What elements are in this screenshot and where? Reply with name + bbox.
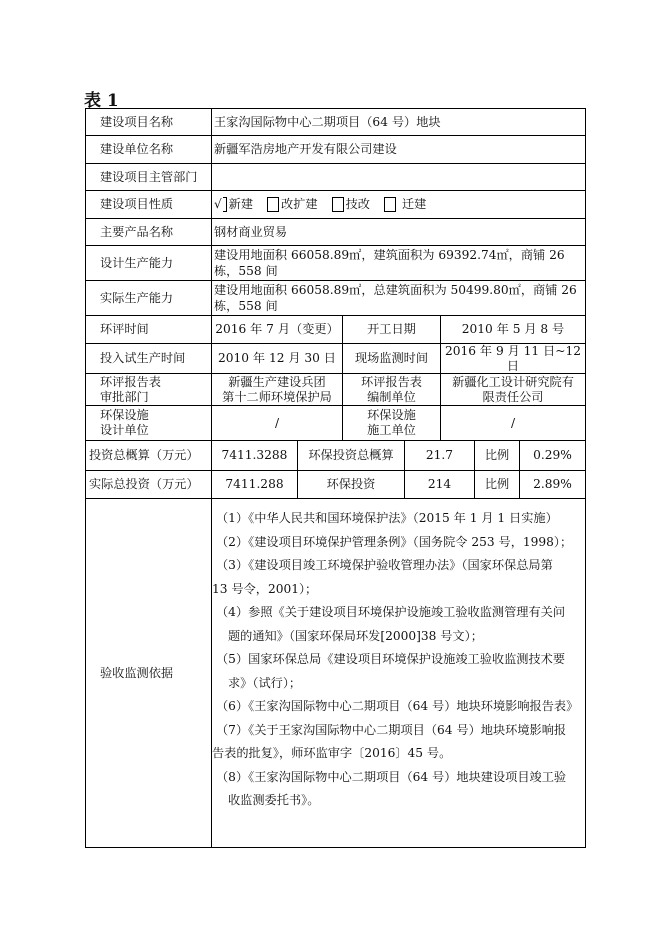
label-actual-capacity: 实际生产能力: [100, 290, 174, 305]
label-ratio: 比例: [474, 441, 519, 470]
basis-item: （6）《王家沟国际物中心二期项目（64 号）地块环境影响报告表》: [216, 699, 579, 713]
value-actual-capacity: 建设用地面积 66058.89㎡，总建筑面积为 50499.80㎡，商铺 26 栋，558 间: [211, 281, 585, 315]
checkbox-expand[interactable]: [267, 197, 279, 212]
checkbox-relocate[interactable]: [384, 197, 396, 212]
label-env-invest: 环保投资: [297, 471, 404, 498]
label-nature: 建设项目性质: [100, 197, 174, 211]
value-eia-compiler: 新疆化工设计研究院有 限责任公司: [440, 374, 585, 405]
basis-item: （8）《王家沟国际物中心二期项目（64 号）地块建设项目竣工验: [216, 769, 567, 784]
value-budget: 7411.3288: [211, 441, 297, 470]
label-trial-time: 投入试生产时间: [100, 351, 186, 365]
table-row: [85, 135, 586, 163]
label-ratio-actual: 比例: [474, 471, 519, 498]
value-env-invest: 214: [404, 471, 474, 498]
check-mark-icon: √: [214, 197, 222, 211]
value-builder-name: 新疆军浩房地产开发有限公司建设: [211, 136, 585, 163]
value-ratio-actual: 2.89%: [519, 471, 585, 498]
table-title: 表 1: [84, 91, 119, 111]
nature-options: [211, 191, 585, 218]
label-basis: 验收监测依据: [100, 666, 174, 680]
basis-item: （2）《建设项目环境保护管理条例》（国务院令 253 号，1998）；: [216, 534, 573, 549]
value-product: 钢材商业贸易: [211, 219, 585, 245]
value-facility-design: /: [211, 406, 342, 440]
label-facility-construct: 环保设施 施工单位: [342, 406, 440, 440]
basis-item: 告表的批复》，师环监审字〔2016〕45 号。: [212, 746, 452, 760]
table-row: [85, 498, 586, 848]
label-builder-name: 建设单位名称: [100, 142, 174, 156]
table-row: [85, 405, 586, 440]
table-bottom-border: [85, 847, 586, 848]
basis-item: 题的通知》（国家环保局环发[2000]38 号文）；: [228, 628, 483, 643]
label-eia-compiler: 环评报告表 编制单位: [342, 374, 440, 405]
option-expand[interactable]: 改扩建: [267, 197, 318, 212]
value-actual-invest: 7411.288: [211, 471, 297, 498]
label-eia-approval: 环评报告表 审批部门: [100, 374, 161, 404]
table-row: [85, 280, 586, 315]
basis-item: （1）《中华人民共和国环境保护法》（2015 年 1 月 1 日实施）: [216, 511, 558, 525]
table-row: [85, 163, 586, 190]
value-project-name: 王家沟国际物中心二期项目（64 号）地块: [211, 109, 585, 135]
label-eia-time: 环评时间: [100, 322, 149, 336]
table-row: [85, 108, 586, 135]
checkbox-tech[interactable]: [332, 197, 344, 212]
label-authority: 建设项目主管部门: [100, 169, 198, 184]
value-ratio: 0.29%: [519, 441, 585, 470]
table-row: [85, 470, 586, 498]
basis-item: （3）《建设项目竣工环境保护验收管理办法》（国家环保总局第: [216, 558, 553, 572]
basis-list: [211, 499, 585, 848]
value-start-date: 2010 年 5 月 8 号: [440, 316, 585, 343]
value-eia-approval: 新疆生产建设兵团 第十二师环境保护局: [211, 374, 342, 405]
value-facility-construct: /: [440, 406, 585, 440]
option-tech[interactable]: 技改: [332, 197, 370, 212]
label-project-name: 建设项目名称: [100, 114, 174, 129]
table-row: [85, 373, 586, 405]
value-authority: [211, 164, 585, 190]
value-design-capacity: 建设用地面积 66058.89㎡，建筑面积为 69392.74㎡，商铺 26 栋，558 间: [211, 246, 585, 280]
table-row: [85, 190, 586, 218]
basis-item: 13 号令，2001）；: [212, 581, 318, 596]
basis-item: （7）《关于王家沟国际物中心二期项目（64 号）地块环境影响报: [216, 722, 567, 737]
label-start-date: 开工日期: [342, 316, 440, 343]
basis-item: （5）国家环保总局《建设项目环境保护设施竣工验收监测技术要: [216, 652, 566, 666]
label-budget: 投资总概算（万元）: [89, 448, 199, 462]
label-actual-invest: 实际总投资（万元）: [89, 477, 199, 491]
basis-item: （4）参照《关于建设项目环境保护设施竣工验收监测管理有关问: [216, 605, 566, 619]
value-eia-time: 2016 年 7 月（变更）: [211, 316, 342, 343]
table-row: [85, 245, 586, 280]
table-row: [85, 315, 586, 343]
basis-item: 求》（试行）；: [228, 675, 302, 690]
checkbox-new[interactable]: [223, 197, 227, 212]
table-row: [85, 218, 586, 245]
table-row: [85, 440, 586, 470]
table-row: [85, 343, 586, 373]
label-design-capacity: 设计生产能力: [100, 255, 174, 270]
label-monitor-time: 现场监测时间: [342, 344, 440, 373]
label-env-budget: 环保投资总概算: [297, 441, 404, 470]
option-relocate[interactable]: 迁建: [384, 197, 426, 212]
option-new[interactable]: √ 新建: [214, 197, 254, 211]
label-facility-design: 环保设施 设计单位: [100, 408, 149, 437]
basis-item: 收监测委托书》。: [228, 793, 320, 807]
value-trial-time: 2010 年 12 月 30 日: [211, 344, 342, 373]
label-product: 主要产品名称: [100, 224, 174, 239]
value-monitor-time: 2016 年 9 月 11 日~12 日: [440, 344, 585, 373]
value-env-budget: 21.7: [404, 441, 474, 470]
